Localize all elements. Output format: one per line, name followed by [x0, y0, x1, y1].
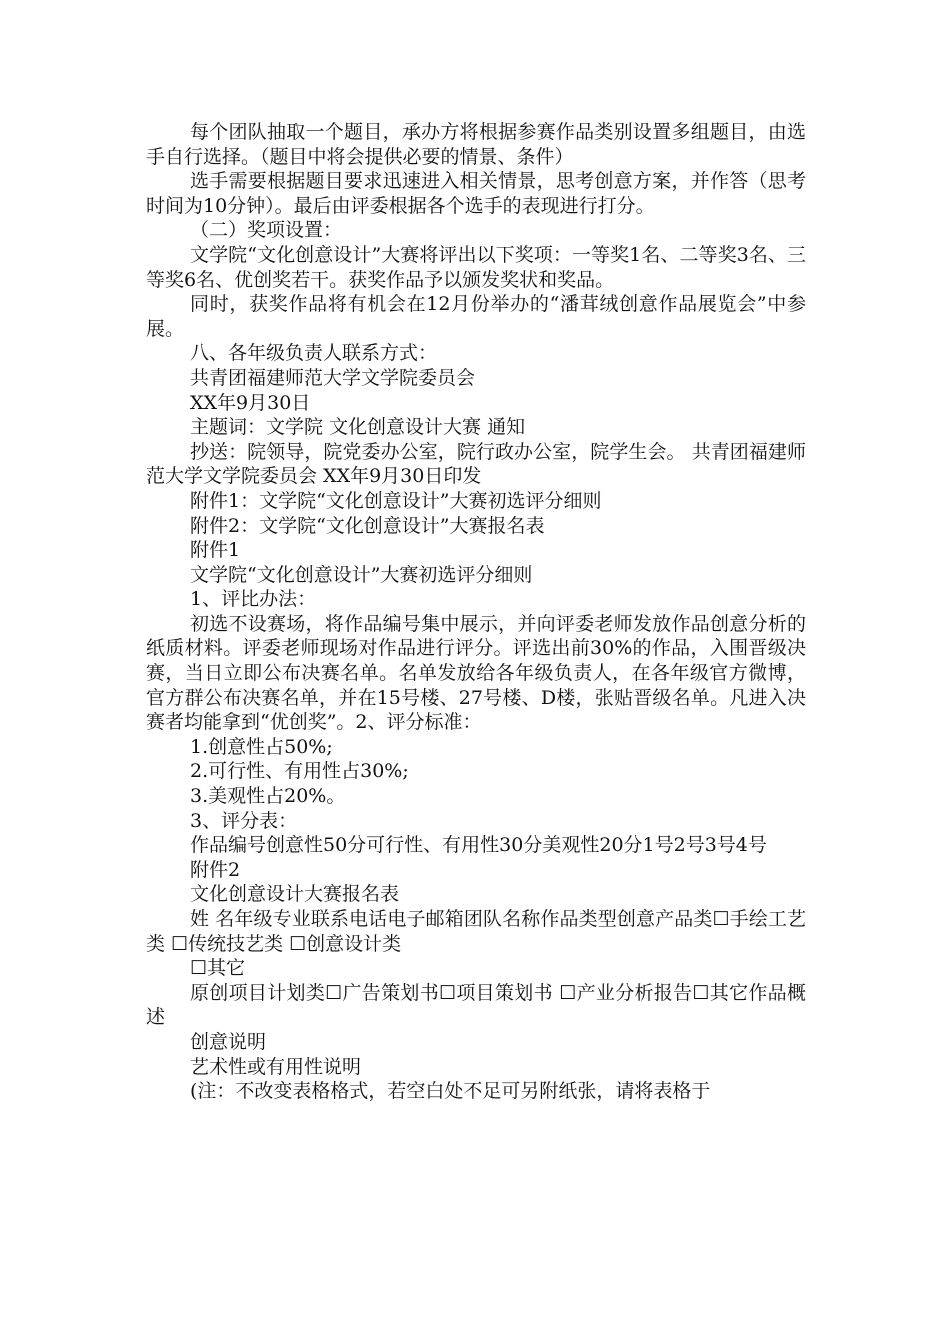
- heading-awards: （二）奖项设置：: [190, 219, 343, 242]
- cc-line: 抄送：院领导，院党委办公室，院行政办公室，院学生会。 共青团福建师范大学文学院委员会 XX年9月30日印发: [146, 440, 806, 488]
- subject-keywords: 主题词：文学院 文化创意设计大赛 通知: [190, 416, 526, 439]
- paragraph-rules-answer: 选手需要根据题目要求迅速进入相关情景，思考创意方案，并作答（思考时间为10分钟）。最后由评委根据各个选手的表现进行打分。: [146, 170, 806, 217]
- paragraph-evaluation-method: 初选不设赛场，将作品编号集中展示，并向评委老师发放作品创意分析的纸质材料。评委老师现场对作品进行评分。评选出前30%的作品，入围晋级决赛，当日立即公布决赛名单。名单发放给各年级负责人，在各年级官方微博，官方群公布决赛名单，并在15号楼、27号楼、D楼，张贴晋级名单。凡进入决赛者均能拿到“优创奖”。2、评分标准：: [146, 612, 806, 734]
- paragraph-awards-list: 文学院“文化创意设计”大赛将评出以下奖项：一等奖1名、二等奖3名、三等奖6名、优创奖若干。获奖作品予以颁发奖状和奖品。: [146, 243, 806, 291]
- paragraph-exhibition: 同时，获奖作品将有机会在12月份举办的“潘茸绒创意作品展览会”中参展。: [146, 293, 806, 340]
- registration-creative-description: 创意说明: [190, 1030, 267, 1053]
- issuer-name: 共青团福建师范大学文学院委员会: [190, 366, 476, 389]
- registration-plan-types: 原创项目计划类☐广告策划书☐项目策划书 ☐产业分析报告☐其它作品概述: [146, 981, 806, 1029]
- paragraph-rules-topic: 每个团队抽取一个题目，承办方将根据参赛作品类别设置多组题目，由选手自行选择。（题目中将会提供必要的情景、条件）: [146, 121, 806, 168]
- attachment-2-title: 文化创意设计大赛报名表: [190, 883, 400, 906]
- document-body: [146, 120, 806, 1104]
- heading-score-table: 3、评分表：: [190, 809, 298, 832]
- criterion-creativity: 1.创意性占50%;: [190, 735, 333, 758]
- registration-form-fields: 姓 名年级专业联系电话电子邮箱团队名称作品类型创意产品类☐手绘工艺类 ☐传统技艺类 ☐创意设计类: [146, 908, 806, 955]
- criterion-feasibility: 2.可行性、有用性占30%;: [190, 760, 409, 783]
- attachment-2-ref: 附件2：文学院“文化创意设计”大赛报名表: [190, 514, 545, 537]
- registration-artistry-description: 艺术性或有用性说明: [190, 1055, 362, 1078]
- criterion-aesthetics: 3.美观性占20%。: [190, 785, 346, 808]
- attachment-2-label: 附件2: [190, 858, 241, 881]
- attachment-1-ref: 附件1：文学院“文化创意设计”大赛初选评分细则: [190, 489, 602, 512]
- score-table-content: 作品编号创意性50分可行性、有用性30分美观性20分1号2号3号4号: [190, 834, 767, 857]
- attachment-1-label: 附件1: [190, 539, 241, 562]
- issue-date: XX年9月30日: [190, 391, 311, 414]
- attachment-1-title: 文学院“文化创意设计”大赛初选评分细则: [190, 563, 533, 586]
- heading-contacts: 八、各年级负责人联系方式：: [190, 342, 438, 365]
- registration-note: (注：不改变表格格式，若空白处不足可另附纸张，请将表格于: [190, 1080, 711, 1103]
- registration-other-option: ☐其它: [190, 957, 246, 980]
- heading-evaluation-method: 1、评比办法：: [190, 588, 317, 611]
